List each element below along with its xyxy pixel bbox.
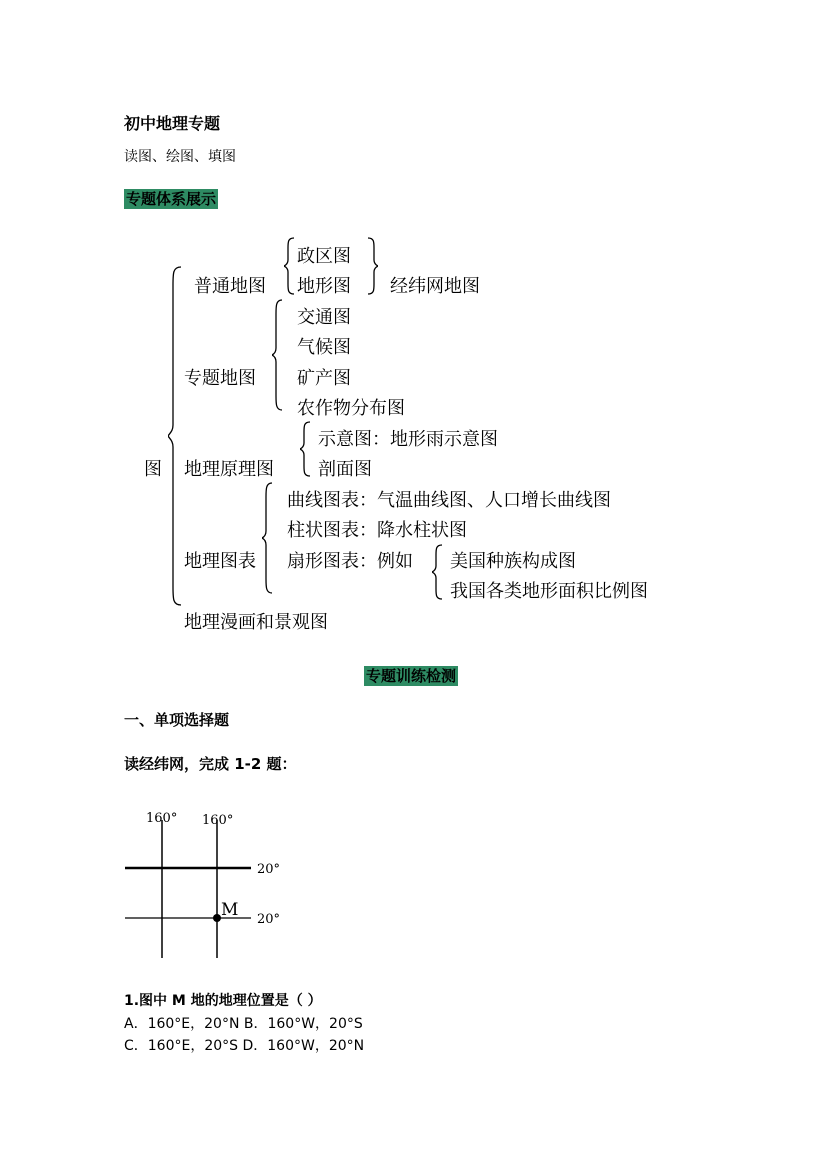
examples-brace	[432, 543, 444, 601]
tree-root: 图	[144, 459, 162, 480]
tree-thematic-item: 矿产图	[297, 368, 351, 389]
lat-long-grid-figure	[120, 800, 300, 960]
section-heading: 一、单项选择题	[124, 711, 230, 729]
tree-charts-item: 曲线图表：气温曲线图、人口增长曲线图	[287, 490, 611, 511]
tree-principle-item: 示意图：地形雨示意图	[318, 429, 498, 450]
tree-thematic-label: 专题地图	[184, 368, 256, 389]
lon-left-label: 160°	[146, 811, 178, 826]
tree-charts-example: 美国种族构成图	[450, 551, 576, 572]
tree-thematic-item: 农作物分布图	[297, 398, 405, 419]
tree-principle-label: 地理原理图	[184, 459, 274, 480]
lat-bottom-label: 20°	[257, 912, 281, 927]
tree-general-item: 政区图	[297, 246, 351, 267]
training-heading-label: 专题训练检测	[366, 667, 457, 685]
thematic-brace	[272, 298, 284, 412]
general-close-brace	[366, 236, 378, 296]
document-title: 初中地理专题	[124, 114, 221, 133]
tree-charts-item: 扇形图表：例如	[287, 551, 413, 572]
charts-brace	[262, 481, 274, 595]
tree-charts-label: 地理图表	[184, 551, 256, 572]
general-open-brace	[284, 236, 296, 296]
tree-general-item: 地形图	[297, 276, 351, 297]
tree-thematic-item: 气候图	[297, 337, 351, 358]
point-m-label: M	[221, 900, 239, 920]
document-subtitle: 读图、绘图、填图	[124, 149, 236, 165]
tree-charts-example: 我国各类地形面积比例图	[450, 581, 648, 602]
principle-brace	[300, 420, 312, 478]
section-instruction: 读经纬网，完成 1-2 题：	[124, 755, 297, 773]
question-stem: 1.图中 M 地的地理位置是（ ）	[124, 993, 322, 1009]
tree-general-merged: 经纬网地图	[390, 276, 480, 297]
tree-comic-label: 地理漫画和景观图	[184, 612, 328, 633]
tree-general-label: 普通地图	[194, 276, 266, 297]
point-m-dot	[213, 914, 221, 922]
training-heading	[364, 665, 458, 686]
tree-charts-item: 柱状图表：降水柱状图	[287, 520, 467, 541]
lat-top-label: 20°	[257, 862, 281, 877]
lon-right-label: 160°	[202, 813, 234, 828]
question-options-line: A．160°E，20°N B．160°W，20°S	[124, 1016, 363, 1032]
system-heading	[124, 188, 218, 209]
system-heading-label: 专题体系展示	[126, 190, 217, 208]
root-brace	[168, 265, 184, 607]
question-options-line: C．160°E，20°S D．160°W，20°N	[124, 1038, 365, 1054]
tree-thematic-item: 交通图	[297, 307, 351, 328]
tree-principle-item: 剖面图	[318, 459, 372, 480]
